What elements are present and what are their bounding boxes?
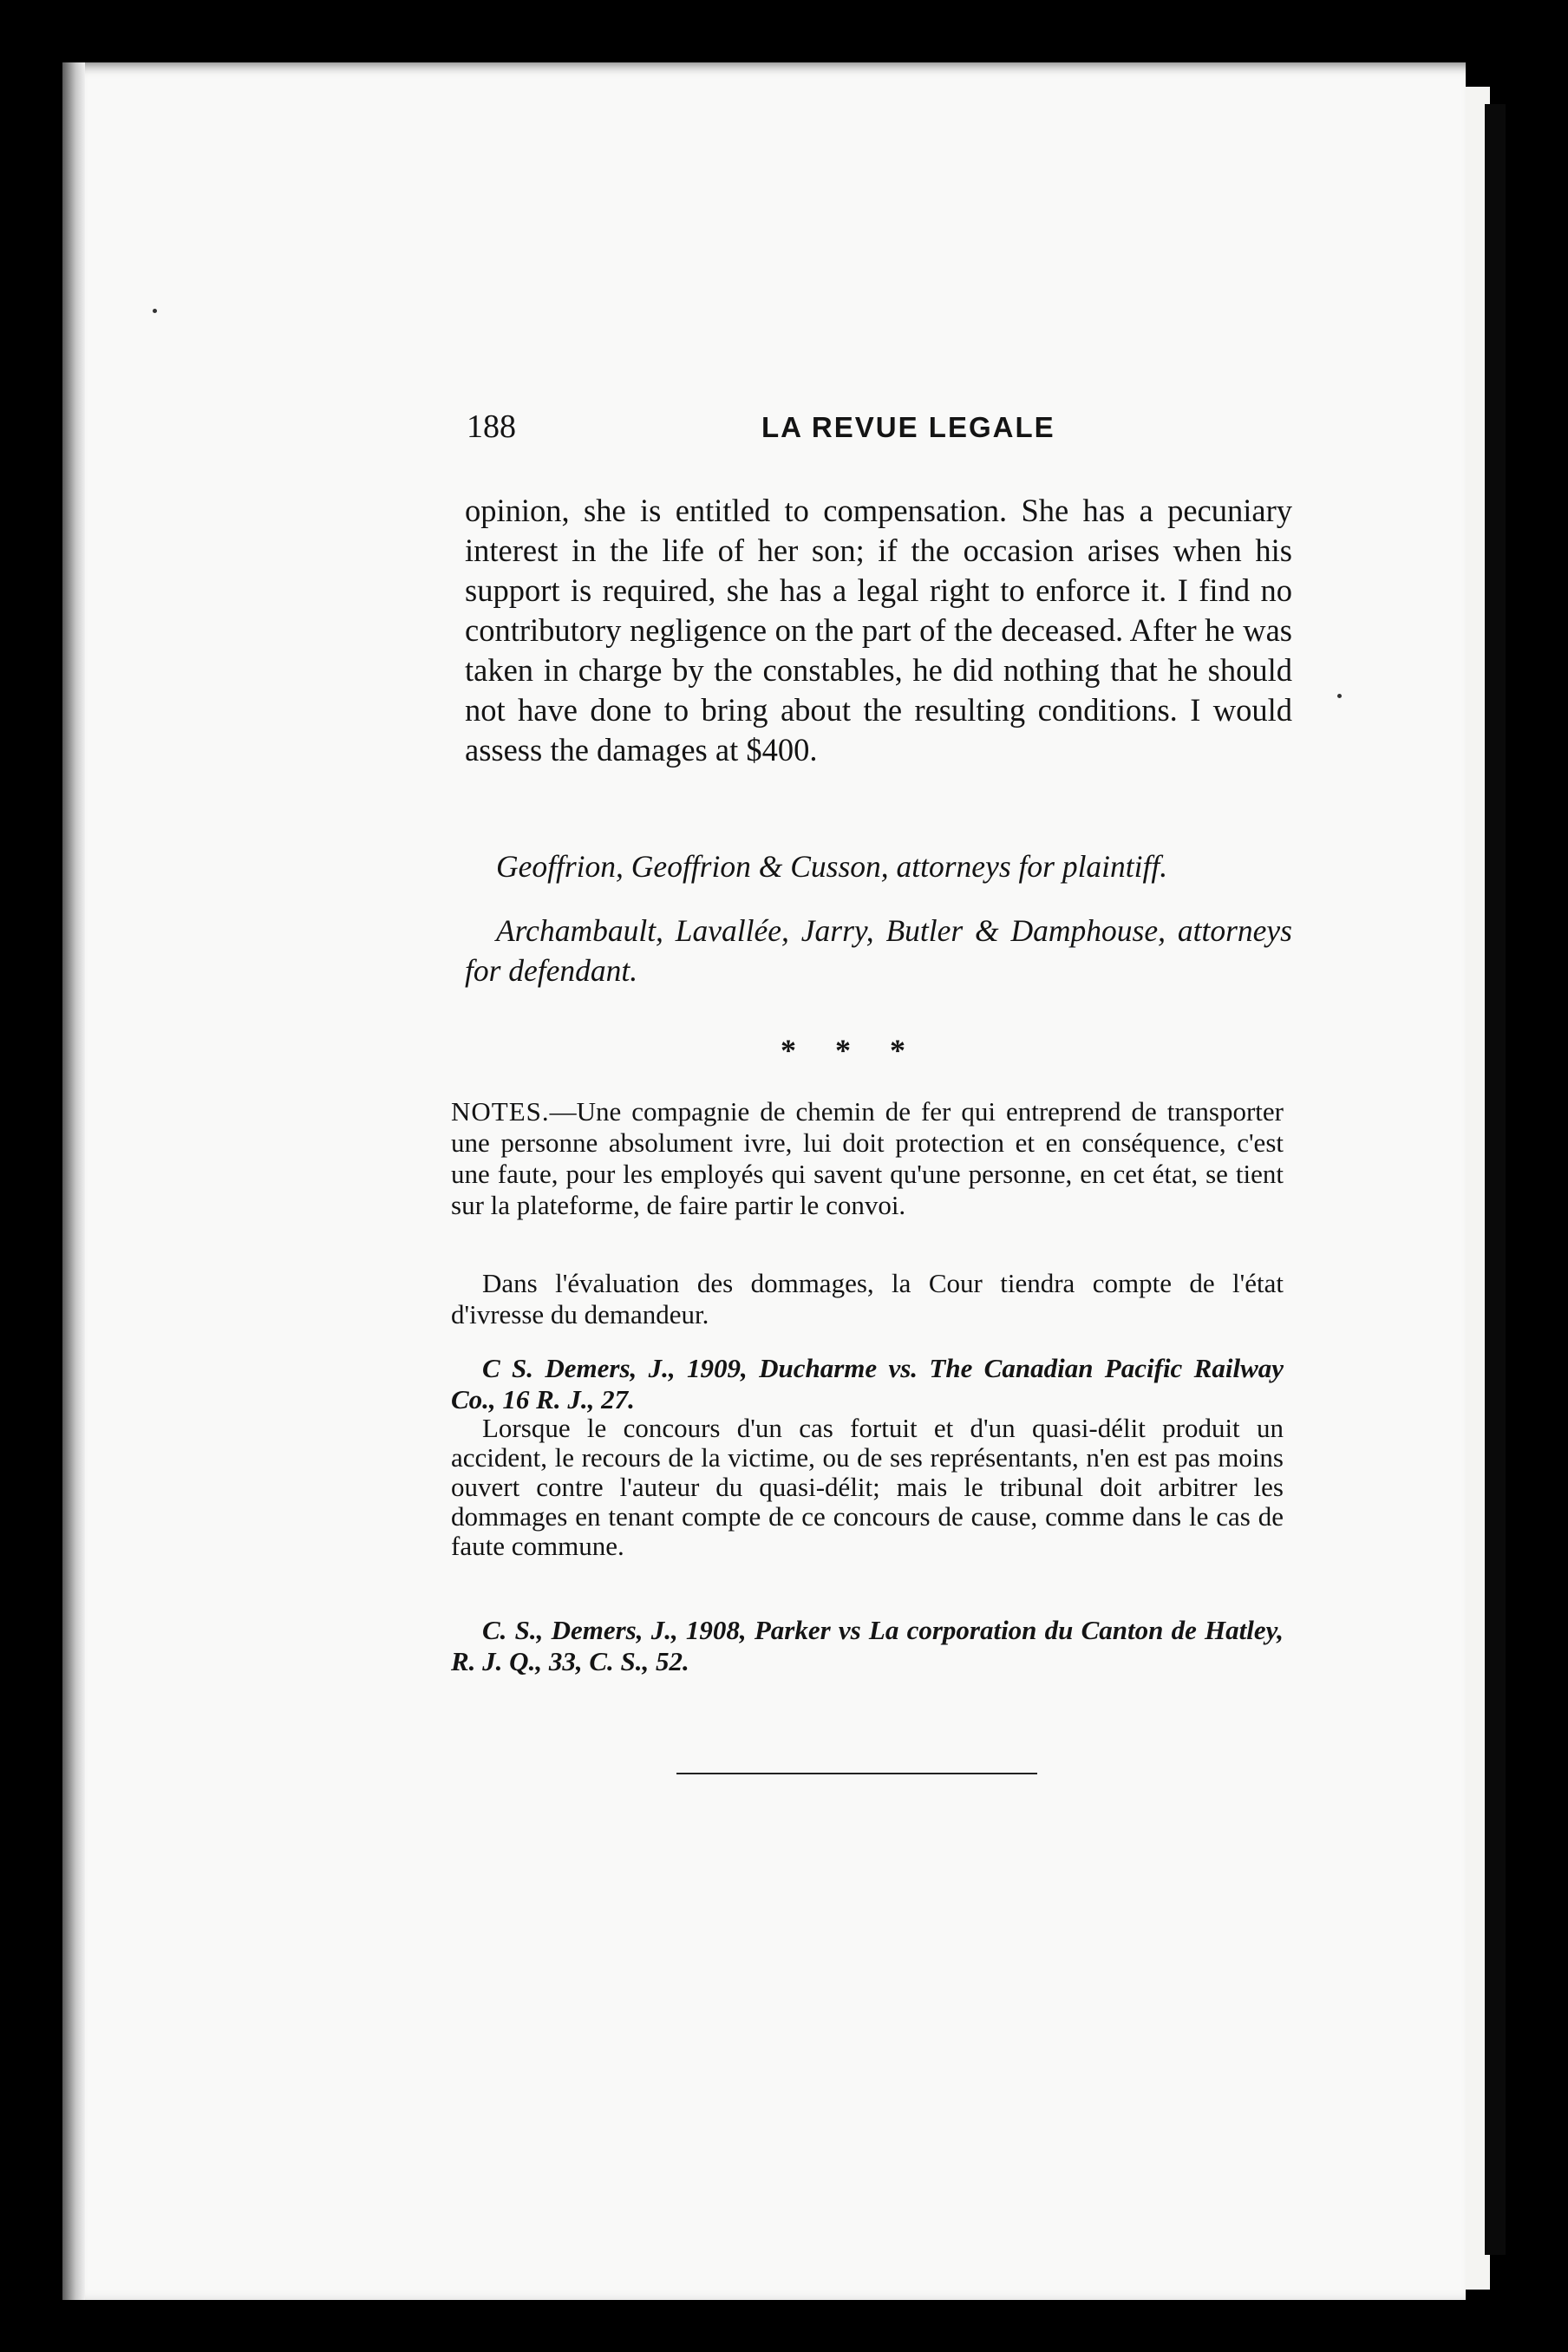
page-gutter — [62, 62, 85, 2300]
running-head: LA REVUE LEGALE — [761, 411, 1055, 443]
notes-paragraph-damages: Dans l'évaluation des dommages, la Cour tiendra compte de l'état d'ivresse du demandeur. — [451, 1268, 1284, 1330]
page-header — [467, 408, 1301, 460]
body-paragraph: opinion, she is entitled to compensation. She has a pecuniary interest in the life of her son; if the occasion arises when his support is required, she has a legal right to enforce it. I find no contributory negligence on the part of the deceased. After he was taken in charge by the constables, he did nothing that he should not have done to bring about the resulting conditions. I would assess the damages at $400. — [465, 493, 1292, 768]
closing-rule — [676, 1773, 1037, 1774]
plaintiff-attorneys: Geoffrion, Geoffrion & Cusson, attorneys for plaintiff. — [496, 849, 1168, 884]
notes-label: NOTES. — [451, 1096, 550, 1127]
section-separator: * * * — [781, 1033, 921, 1068]
notes-paragraph-quasi-delit: Lorsque le concours d'un cas fortuit et d'un quasi-délit produit un accident, le recours de la victime, ou de ses représentants, n'en est pas moins ouvert contre l'auteur du quasi-délit; mais le tribunal doit arbitrer les dommages en tenant compte de ce concours de cause, comme dans le cas de faute commune. — [451, 1413, 1284, 1561]
page-number: 188 — [467, 408, 516, 445]
notes-text: —Une compagnie de chemin de fer qui entreprend de transporter une personne absolument ivre, lui doit protection et en conséquence, c'est une faute, pour les employés qui savent qu'une personne, en cet état, se tient sur la plateforme, de faire partir le convoi. — [451, 1096, 1284, 1220]
case-citation: C S. Demers, J., 1909, Ducharme vs. The Canadian Pacific Railway Co., 16 R. J., 27. — [451, 1353, 1284, 1414]
notes-paragraph — [451, 1096, 1284, 1221]
defendant-attorneys: Archambault, Lavallée, Jarry, Butler & Damphouse, attorneys for defendant. — [465, 913, 1292, 988]
paper-speck — [153, 309, 157, 313]
facing-page-shadow — [1485, 104, 1506, 2255]
case-citation: C. S., Demers, J., 1908, Parker vs La corporation du Canton de Hatley, R. J. Q., 33, C. S., 52. — [451, 1615, 1284, 1676]
paper-speck — [1337, 694, 1342, 698]
